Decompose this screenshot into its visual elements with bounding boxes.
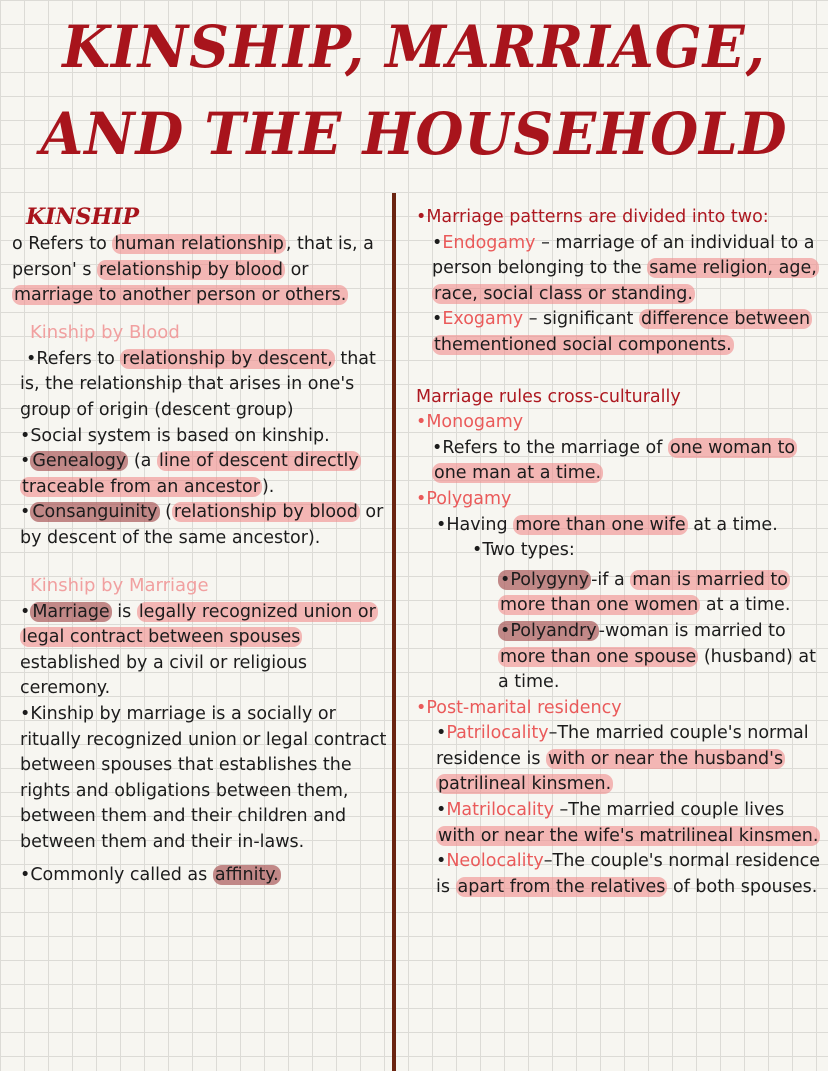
marriage-rules-heading: Marriage rules cross-culturally bbox=[416, 386, 681, 407]
highlight: with or near the wife's matrilineal kinsmen. bbox=[438, 825, 819, 846]
blood-point-social-system: •Social system is based on kinship. bbox=[20, 425, 330, 446]
left-column bbox=[12, 202, 390, 889]
kinship-by-marriage-section bbox=[20, 600, 390, 890]
highlight: relationship by descent, bbox=[122, 348, 333, 369]
polyandry-item: •Polyandry -woman is married to more than one spouse (husband) at a time. bbox=[498, 620, 816, 693]
kinship-by-blood-section bbox=[20, 347, 390, 552]
patrilocality-item: •Patrilocality–The married couple's normal residence is with or near the husband's patrilineal kinsmen. bbox=[436, 723, 809, 795]
term-consanguinity: Consanguinity bbox=[32, 502, 158, 523]
highlight: difference between thementioned social components. bbox=[434, 309, 811, 355]
marriage-point-kinship: •Kinship by marriage is a socially or ritually recognized union or legal contract between spouses that establishes the rights and obligations between them, between them and their children and between them and their in-laws. bbox=[20, 703, 387, 852]
polygyny-item: •Polygyny -if a man is married to more than one women at a time. bbox=[500, 569, 791, 616]
column-divider bbox=[392, 193, 396, 1071]
polygamy-two-types: •Two types: bbox=[472, 540, 575, 561]
page-title-line-2: AND THE HOUSEHOLD bbox=[40, 100, 788, 168]
right-column bbox=[416, 205, 826, 900]
highlight: apart from the relatives bbox=[457, 876, 666, 897]
term-affinity: affinity. bbox=[214, 865, 279, 886]
monogamy-definition: •Refers to the marriage of one woman to one man at a time. bbox=[432, 437, 796, 484]
page-title-line-1: KINSHIP, MARRIAGE, bbox=[62, 13, 766, 81]
term-polyandry: •Polyandry bbox=[500, 620, 597, 641]
polygamy-types-list bbox=[498, 568, 826, 696]
highlight: legally recognized union or legal contract between spouses bbox=[22, 601, 376, 648]
residency-heading: •Post-marital residency bbox=[416, 697, 622, 718]
term-neolocality: Neolocality bbox=[446, 851, 544, 872]
monogamy-heading: •Monogamy bbox=[416, 412, 524, 433]
term-polygyny: •Polygyny bbox=[500, 569, 590, 590]
term-endogamy: Endogamy bbox=[442, 232, 536, 253]
residency-list bbox=[436, 721, 826, 900]
marriage-patterns-heading: •Marriage patterns are divided into two: bbox=[416, 207, 769, 227]
highlight: relationship by blood bbox=[173, 502, 358, 523]
kinship-definition: o Refers to human relationship , that is, a person' s relationship by blood or marriage to another person or others. bbox=[12, 234, 374, 306]
blood-point-genealogy: • Genealogy (a line of descent directly traceable from an ancestor ). bbox=[20, 451, 359, 497]
marriage-point-definition: • Marriage is legally recognized union or legal contract between spouses established by a civil or religious ceremony. bbox=[20, 601, 376, 699]
term-genealogy: Genealogy bbox=[32, 451, 127, 472]
term-matrilocality: Matrilocality bbox=[446, 800, 554, 821]
highlight: man is married to more than one women bbox=[500, 569, 788, 616]
neolocality-item: •Neolocality–The couple's normal residence is apart from the relatives of both spouses. bbox=[436, 851, 821, 897]
kinship-heading: KINSHIP bbox=[26, 204, 140, 230]
blood-point-consanguinity: • Consanguinity ( relationship by blood or by descent of the same ancestor). bbox=[20, 502, 384, 548]
blood-point-descent: •Refers to relationship by descent, that is, the relationship that arises in one's group of origin (descent group) bbox=[20, 348, 376, 420]
term-exogamy: Exogamy bbox=[442, 309, 524, 330]
marriage-point-affinity: •Commonly called as affinity. bbox=[20, 865, 279, 886]
term-marriage: Marriage bbox=[32, 601, 110, 622]
matrilocality-item: •Matrilocality –The married couple lives with or near the wife's matrilineal kinsmen. bbox=[436, 800, 819, 846]
highlight: more than one spouse bbox=[500, 646, 697, 667]
kinship-by-blood-heading: Kinship by Blood bbox=[30, 321, 180, 343]
highlight: with or near the husband's patrilineal kinsmen. bbox=[438, 748, 784, 795]
highlight: line of descent directly traceable from an ancestor bbox=[22, 451, 359, 497]
highlight: marriage to another person or others. bbox=[14, 285, 347, 306]
highlight: more than one wife bbox=[515, 514, 686, 535]
highlight: same religion, age, race, social class or standing. bbox=[434, 258, 817, 304]
highlight: relationship by blood bbox=[99, 259, 283, 280]
highlight: human relationship bbox=[114, 234, 284, 254]
marriage-patterns-list bbox=[432, 231, 826, 359]
polygamy-definition: •Having more than one wife at a time. bbox=[436, 514, 778, 535]
endogamy-item: •Endogamy – marriage of an individual to a person belonging to the same religion, age, race, social class or standing. bbox=[432, 232, 817, 304]
kinship-by-marriage-heading: Kinship by Marriage bbox=[30, 574, 209, 596]
term-patrilocality: Patrilocality bbox=[446, 723, 549, 744]
highlight: one woman to one man at a time. bbox=[434, 437, 796, 484]
polygamy-heading: •Polygamy bbox=[416, 488, 512, 509]
exogamy-item: •Exogamy – significant difference between thementioned social components. bbox=[432, 309, 811, 355]
